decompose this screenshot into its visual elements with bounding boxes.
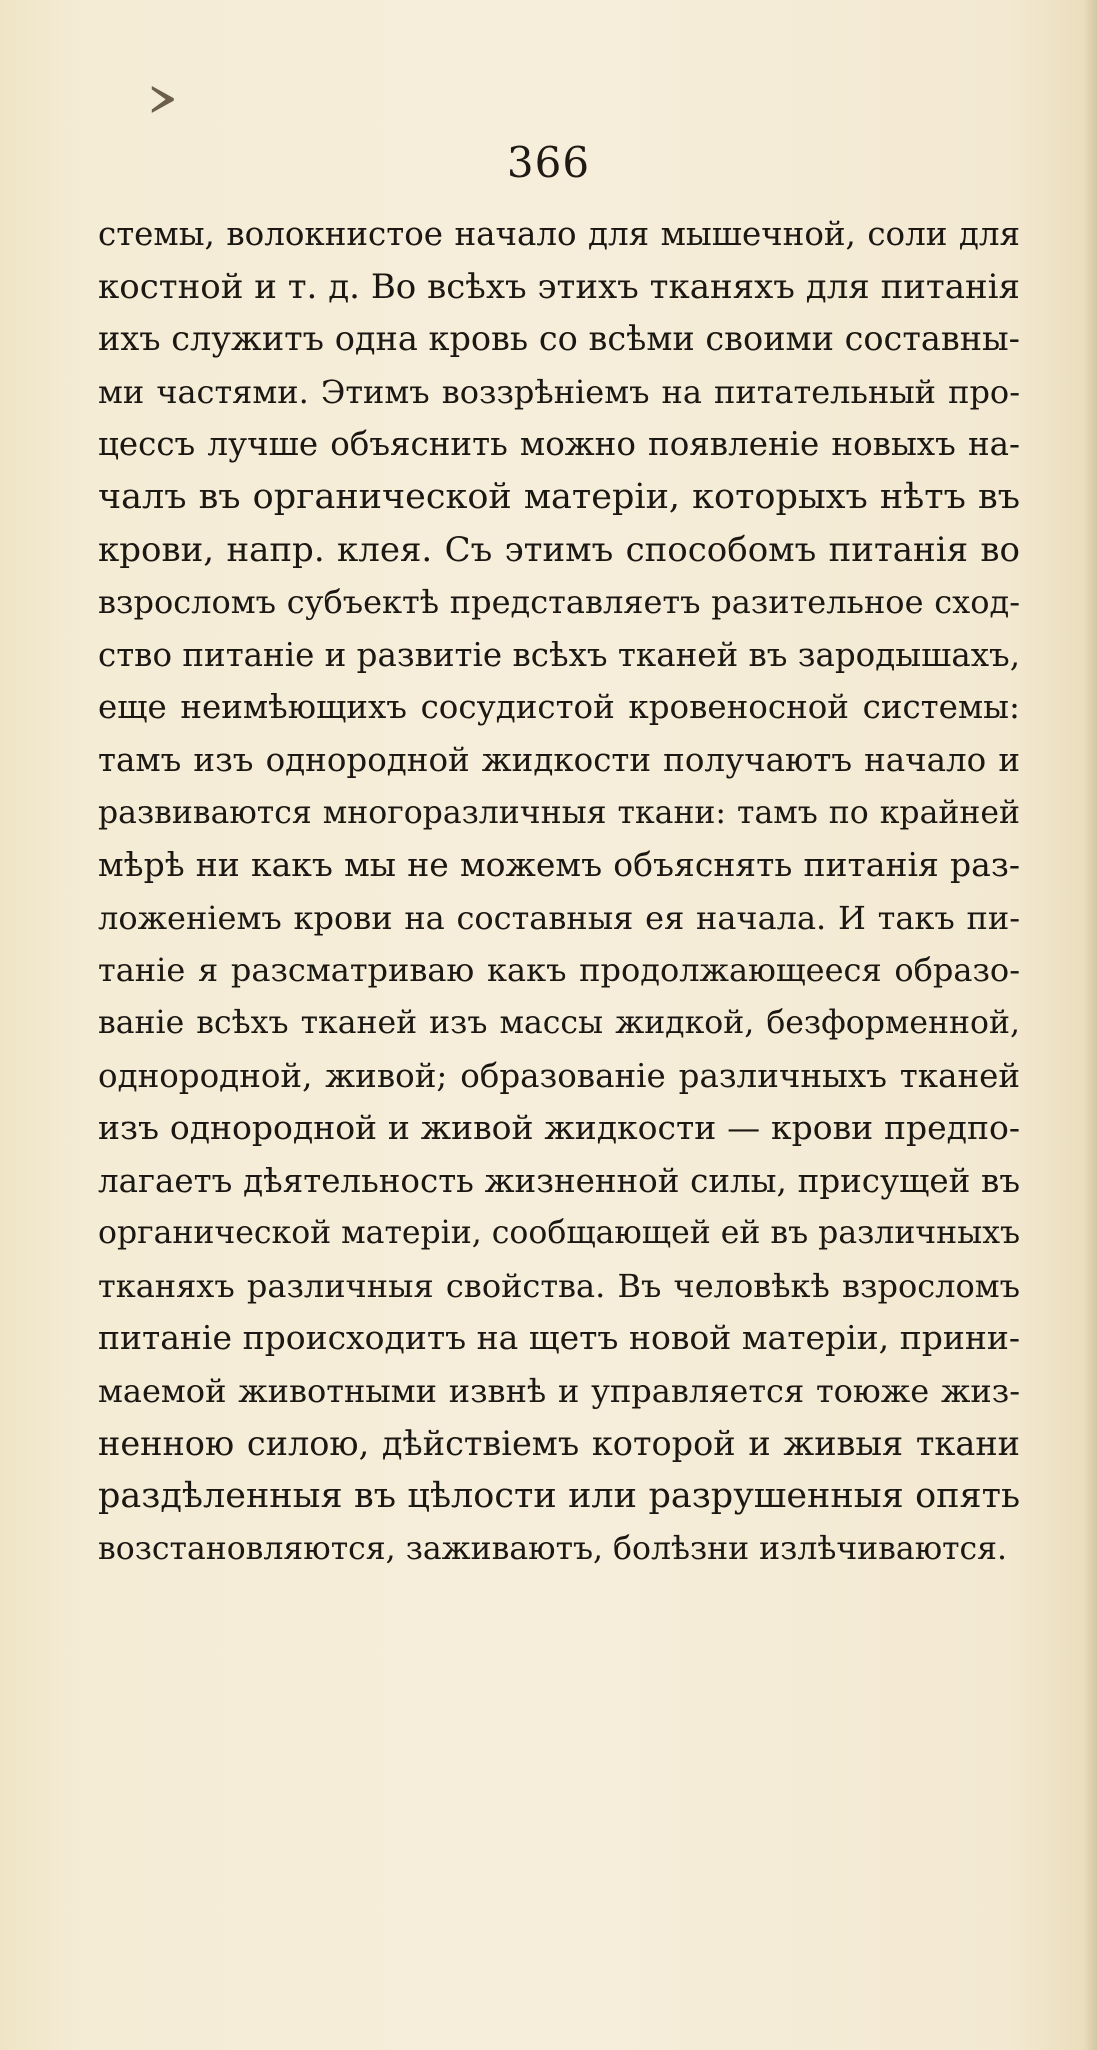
body-text bbox=[98, 208, 1020, 1575]
text-line: однородной, живой; образованіе различныхъ тканей bbox=[98, 1056, 1020, 1095]
text-line: крови, напр. клея. Съ этимъ способомъ питанія во bbox=[98, 529, 1020, 570]
text-line: ство питаніе и развитіе всѣхъ тканей въ зародышахъ, bbox=[98, 635, 1021, 674]
text-line: ваніе всѣхъ тканей изъ массы жидкой, безформенной, bbox=[98, 1004, 1020, 1041]
text-line: костной и т. д. Во всѣхъ этихъ тканяхъ для питанія bbox=[98, 266, 1020, 307]
text-line: стемы, волокнистое начало для мышечной, соли для bbox=[98, 215, 1020, 253]
text-line: возстановляются, заживаютъ, болѣзни излѣчиваются. bbox=[98, 1530, 1008, 1567]
text-line: тканяхъ различныя свойства. Въ человѣкѣ взросломъ bbox=[98, 1266, 1020, 1305]
text-line: питаніе происходитъ на щетъ новой матеріи, прини- bbox=[98, 1318, 1020, 1358]
text-line: чалъ въ органической матеріи, которыхъ нѣтъ въ bbox=[98, 476, 1020, 517]
text-line: изъ однородной и живой жидкости — крови предпо- bbox=[98, 1108, 1020, 1148]
text-line: таніе я разсматриваю какъ продолжающееся образо- bbox=[98, 951, 1020, 990]
page-edge-shadow bbox=[1083, 0, 1097, 2050]
text-line: цессъ лучше объяснить можно появленіе новыхъ на- bbox=[98, 425, 1020, 464]
text-line: ихъ служитъ одна кровь со всѣми своими составны- bbox=[98, 319, 1020, 359]
text-line: ложеніемъ крови на составныя ея начала. И такъ пи- bbox=[98, 898, 1020, 937]
text-line: лагаетъ дѣятельность жизненной силы, присущей въ bbox=[98, 1161, 1020, 1200]
corner-pencil-mark: › bbox=[142, 62, 182, 132]
text-line: ми частями. Этимъ воззрѣніемъ на питательный про- bbox=[98, 372, 1020, 411]
text-line: ненною силою, дѣйствіемъ которой и живыя ткани bbox=[98, 1423, 1020, 1463]
text-line: развиваются многоразличныя ткани: тамъ по крайней bbox=[98, 794, 1020, 831]
text-line: тамъ изъ однородной жидкости получаютъ начало и bbox=[98, 740, 1020, 779]
text-line: органической матеріи, сообщающей ей въ различныхъ bbox=[98, 1215, 1021, 1252]
text-line: еще неимѣющихъ сосудистой кровеносной системы: bbox=[98, 688, 1020, 727]
text-line: маемой животными извнѣ и управляется тоюже жиз- bbox=[98, 1372, 1020, 1411]
page-number: 366 bbox=[506, 138, 591, 187]
text-line: мѣрѣ ни какъ мы не можемъ объяснять питанія раз- bbox=[98, 845, 1020, 885]
text-line: взросломъ субъектѣ представляетъ разительное сход- bbox=[98, 583, 1020, 622]
text-line: раздѣленныя въ цѣлости или разрушенныя опять bbox=[98, 1476, 1020, 1517]
